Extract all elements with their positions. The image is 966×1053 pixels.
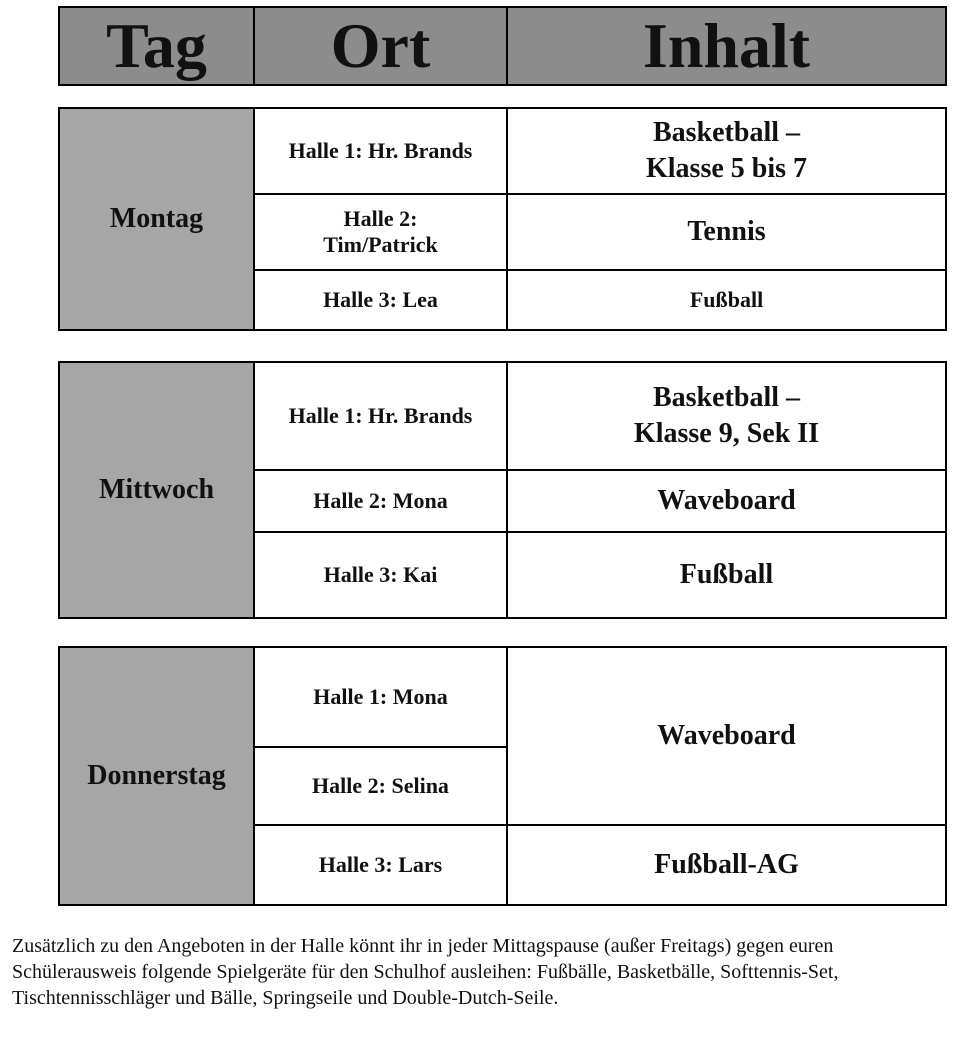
ort-cell: Halle 1: Hr. Brands: [254, 108, 507, 194]
table-row: [59, 362, 946, 470]
footnote-text: Zusätzlich zu den Angeboten in der Halle könnt ihr in jeder Mittagspause (außer Freitags) gegen euren Schülerausweis folgende Spielgeräte für den Schulhof ausleihen: Fußbälle, Basketbälle, Softtennis-Set, Tischtennisschläger und Bälle, Springseile und Double-Dutch-Seile.: [12, 935, 839, 1009]
schedule-header: [58, 6, 947, 86]
day-cell: Montag: [59, 108, 254, 330]
header-tag: Tag: [59, 7, 254, 85]
day-block-donnerstag: [58, 646, 947, 906]
header-inhalt: Inhalt: [507, 7, 946, 85]
inhalt-cell: Waveboard: [507, 470, 946, 532]
ort-cell: Halle 3: Lea: [254, 270, 507, 330]
day-block-montag: [58, 107, 947, 331]
ort-line: Tim/Patrick: [323, 232, 438, 257]
ort-cell: Halle 2: Mona: [254, 470, 507, 532]
inhalt-cell: Fußball: [507, 532, 946, 618]
ort-cell: Halle 1: Hr. Brands: [254, 362, 507, 470]
table-row: [59, 647, 946, 747]
ort-cell: Halle 1: Mona: [254, 647, 507, 747]
ort-cell: [254, 194, 507, 270]
inhalt-line: Klasse 9, Sek II: [633, 418, 820, 449]
day-block-mittwoch: [58, 361, 947, 619]
table-row: [59, 108, 946, 194]
inhalt-cell: [507, 108, 946, 194]
ort-cell: Halle 3: Kai: [254, 532, 507, 618]
inhalt-cell: [507, 362, 946, 470]
ort-cell: Halle 3: Lars: [254, 825, 507, 905]
inhalt-cell: Fußball-AG: [507, 825, 946, 905]
inhalt-line: Basketball –: [652, 116, 801, 148]
inhalt-cell: Waveboard: [507, 647, 946, 825]
day-cell: Donnerstag: [59, 647, 254, 905]
inhalt-cell: Tennis: [507, 194, 946, 270]
header-ort: Ort: [254, 7, 507, 85]
day-cell: Mittwoch: [59, 362, 254, 618]
ort-cell: Halle 2: Selina: [254, 747, 507, 825]
inhalt-line: Basketball –: [652, 381, 801, 413]
ort-line: Halle 2:: [343, 205, 418, 231]
header-row: [59, 7, 946, 85]
inhalt-cell: Fußball: [507, 270, 946, 330]
inhalt-line: Klasse 5 bis 7: [645, 153, 808, 184]
